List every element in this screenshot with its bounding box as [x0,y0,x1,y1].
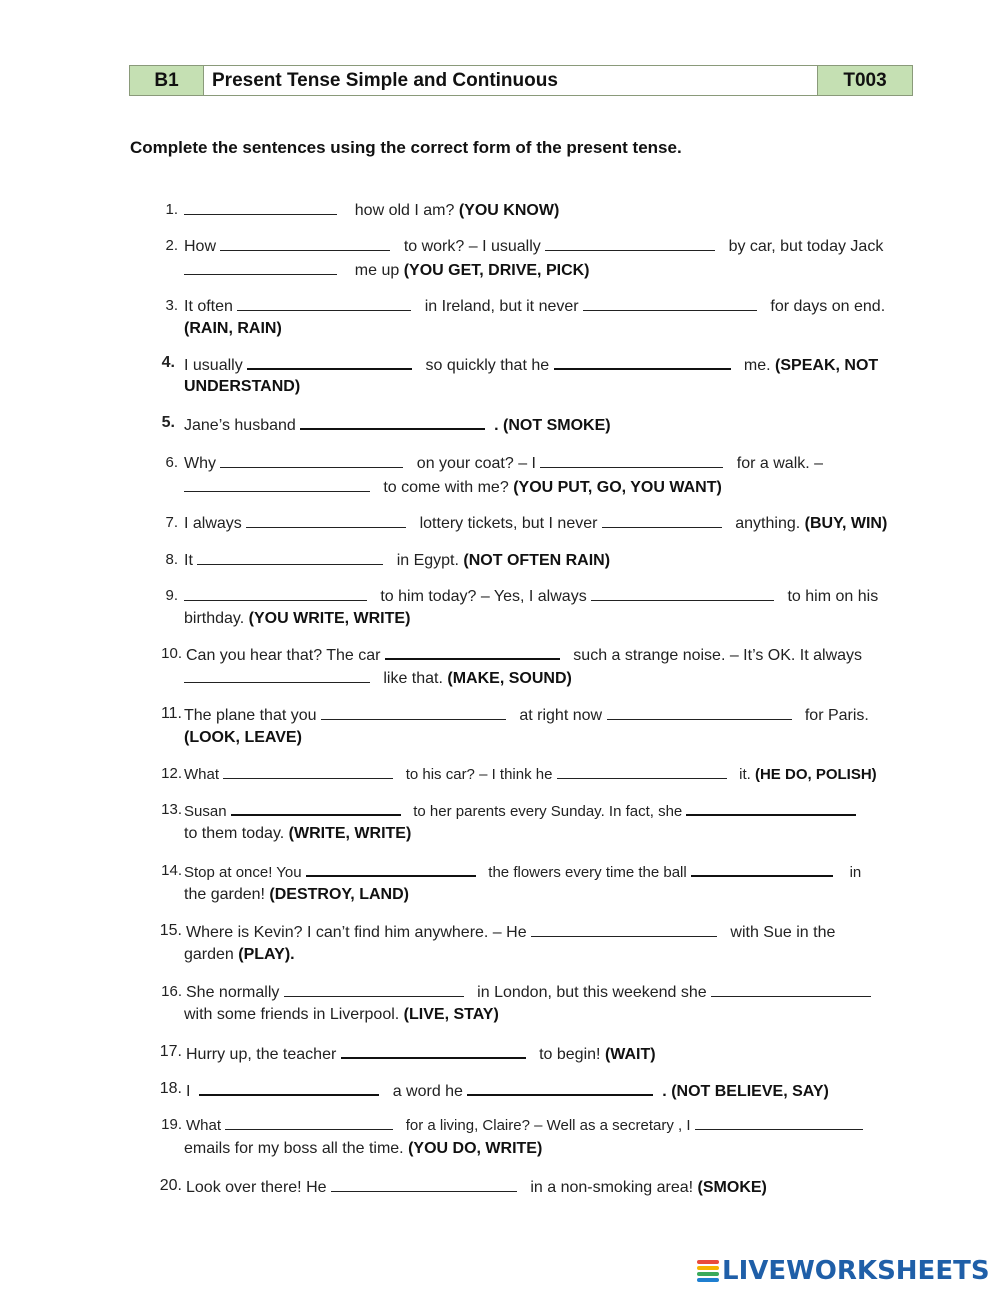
verb-hint: (LIVE, STAY) [403,1006,499,1023]
sentence-19 [186,1115,863,1134]
answer-blank[interactable] [691,861,833,877]
sentence-text: Stop at once! You [184,864,302,881]
sentence-text: Look over there! He [186,1179,327,1196]
answer-blank[interactable] [602,513,722,528]
sentence-8 [184,550,610,570]
answer-blank[interactable] [225,1115,393,1130]
verb-hint: (SPEAK, NOT [775,357,879,374]
verb-hint: (HE DO, POLISH) [754,766,877,783]
sentence-5 [184,414,611,435]
verb-hint: (BUY, WIN) [804,515,888,532]
answer-blank[interactable] [284,982,464,997]
answer-blank[interactable] [321,705,506,720]
verb-hint: (YOU DO, WRITE) [408,1140,543,1157]
item-number: 13. [161,801,182,818]
item-number: 17. [159,1043,182,1060]
sentence-11-cont [184,729,302,747]
sentence-3-cont [184,320,282,338]
sentence-12 [184,764,877,783]
sentence-19-cont [184,1140,542,1158]
answer-blank[interactable] [557,764,727,779]
verb-hint: (WRITE, WRITE) [288,825,412,842]
sentence-20 [186,1177,767,1197]
verb-hint: (YOU PUT, GO, YOU WANT) [513,479,722,496]
sentence-13-cont [184,825,411,843]
sentence-text: Hurry up, the teacher [186,1046,337,1063]
item-number: 10. [161,645,182,662]
sentence-6-cont [184,477,722,497]
sentence-9 [184,586,878,606]
verb-hint: (YOU WRITE, WRITE) [248,610,411,627]
verb-hint: . (NOT SMOKE) [494,417,611,434]
answer-blank[interactable] [223,764,393,779]
answer-blank[interactable] [306,861,476,877]
verb-hint: (YOU GET, DRIVE, PICK) [403,262,590,279]
sentence-text: the garden! [184,886,265,903]
sentence-text: me. [743,357,771,374]
sentence-text: in Ireland, but it never [424,298,579,315]
sentence-1 [184,200,559,220]
liveworksheets-logo[interactable] [697,1258,990,1284]
item-number: 2. [165,237,178,254]
sentence-text: with Sue in the [730,924,836,941]
sentence-2 [184,236,883,256]
answer-blank[interactable] [184,586,367,601]
sentence-text: Jane’s husband [184,417,296,434]
item-number: 14. [161,862,182,879]
instruction-text: Complete the sentences using the correct form of the present tense. [130,138,682,157]
sentence-text: anything. [735,515,801,532]
answer-blank[interactable] [467,1080,653,1096]
verb-hint: (DESTROY, LAND) [269,886,409,903]
item-number: 1. [165,201,178,218]
answer-blank[interactable] [184,200,337,215]
sentence-text: It [184,552,193,569]
sentence-text: how old I am? [354,202,455,219]
verb-hint: (RAIN, RAIN) [184,320,282,337]
verb-hint: (SMOKE) [697,1179,767,1196]
level-cell: B1 [130,66,204,95]
verb-hint: . (NOT BELIEVE, SAY) [662,1083,829,1100]
worksheet-header [129,65,913,96]
sentence-text: lottery tickets, but I never [419,515,598,532]
sentence-text: for a living, Claire? – Well as a secretary , I [405,1117,691,1134]
sentence-14 [184,861,861,881]
sentence-text: How [184,238,217,255]
sentence-text: to work? – I usually [403,238,541,255]
item-number: 15. [159,922,182,939]
sentence-11 [184,705,869,725]
answer-blank[interactable] [184,260,337,275]
sentence-text: a word he [392,1083,463,1100]
item-number: 5. [161,414,175,431]
sentence-text: to his car? – I think he [405,766,553,783]
item-number: 16. [161,983,182,1000]
item-number: 11. [160,705,182,722]
answer-blank[interactable] [545,236,715,251]
sentence-text: garden [184,946,234,963]
sentence-text: me up [354,262,400,279]
answer-blank[interactable] [184,477,370,492]
sentence-text: it. [739,766,751,783]
item-number: 18. [159,1080,182,1097]
answer-blank[interactable] [247,354,412,370]
verb-hint: (PLAY). [238,946,295,963]
answer-blank[interactable] [531,922,717,937]
answer-blank[interactable] [184,668,370,683]
answer-blank[interactable] [385,644,560,660]
sentence-text: The plane that you [184,707,317,724]
verb-hint: UNDERSTAND) [184,378,301,395]
sentence-text: It often [184,298,233,315]
item-number: 19. [161,1116,182,1133]
sentence-10-cont [184,668,572,688]
answer-blank[interactable] [583,296,757,311]
sentence-text: to him today? – Yes, I always [380,588,587,605]
sentence-17 [186,1043,656,1064]
sentence-text: to come with me? [383,479,509,496]
sentence-6 [184,453,823,473]
verb-hint: (NOT OFTEN RAIN) [463,552,611,569]
sentence-text: by car, but today Jack [728,238,884,255]
answer-blank[interactable] [554,354,731,370]
sentence-15 [186,922,835,942]
answer-blank[interactable] [695,1115,863,1130]
sentence-text: in Egypt. [396,552,459,569]
sentence-text: in London, but this weekend she [477,984,707,1001]
sentence-text: in [849,864,862,881]
sentence-text: for Paris. [804,707,869,724]
item-number: 6. [165,454,178,471]
answer-blank[interactable] [591,586,774,601]
worksheet-title: Present Tense Simple and Continuous [204,66,818,95]
answer-blank[interactable] [607,705,792,720]
sentence-text: for days on end. [770,298,886,315]
sentence-7 [184,513,887,533]
sentence-15-cont [184,946,295,964]
item-number: 20. [159,1177,182,1194]
sentence-2-cont [184,260,590,280]
answer-blank[interactable] [220,236,390,251]
sentence-13 [184,800,856,820]
sentence-text: with some friends in Liverpool. [184,1006,400,1023]
liveworksheets-logo-icon [697,1259,719,1283]
answer-blank[interactable] [199,1080,379,1096]
sentence-text: Why [184,455,216,472]
sentence-text: I always [184,515,242,532]
sentence-text: to begin! [539,1046,601,1063]
sentence-text: on your coat? – I [416,455,536,472]
sentence-text: I usually [184,357,243,374]
answer-blank[interactable] [341,1043,526,1059]
sentence-3 [184,296,885,316]
sentence-text: I [186,1083,191,1100]
sentence-text: She normally [186,984,280,1001]
answer-blank[interactable] [246,513,406,528]
answer-blank[interactable] [220,453,403,468]
sentence-16-cont [184,1006,499,1024]
sentence-text: Where is Kevin? I can’t find him anywhere. – He [186,924,527,941]
sentence-text: to her parents every Sunday. In fact, she [413,803,683,820]
sentence-18 [186,1080,829,1101]
verb-hint: (YOU KNOW) [458,202,560,219]
verb-hint: (WAIT) [604,1046,656,1063]
item-number: 12. [161,765,182,782]
item-number: 4. [161,354,175,371]
sentence-text: Can you hear that? The car [186,647,381,664]
sentence-4-cont [184,378,300,396]
sentence-text: for a walk. – [736,455,824,472]
answer-blank[interactable] [197,550,383,565]
item-number: 9. [165,587,178,604]
sentence-14-cont [184,886,409,904]
sentence-text: such a strange noise. – It’s OK. It always [573,647,863,664]
sentence-4 [184,354,878,375]
answer-blank[interactable] [231,800,401,816]
sentence-9-cont [184,610,410,628]
answer-blank[interactable] [711,982,871,997]
sentence-text: to them today. [184,825,285,842]
sentence-10 [186,644,862,665]
sentence-text: birthday. [184,610,245,627]
sentence-text: at right now [519,707,603,724]
sentence-text: so quickly that he [425,357,550,374]
sentence-text: What [184,766,220,783]
sentence-text: in a non-smoking area! [530,1179,694,1196]
sentence-text: to him on his [787,588,879,605]
verb-hint: (MAKE, SOUND) [447,670,572,687]
answer-blank[interactable] [540,453,723,468]
item-number: 3. [165,297,178,314]
sentence-16 [186,982,871,1002]
answer-blank[interactable] [686,800,856,816]
answer-blank[interactable] [331,1177,517,1192]
answer-blank[interactable] [237,296,411,311]
sentence-text: the flowers every time the ball [488,864,687,881]
item-number: 8. [165,551,178,568]
logo-text: LIVEWORKSHEETS [722,1256,990,1286]
sentence-text: like that. [383,670,443,687]
verb-hint: (LOOK, LEAVE) [184,729,302,746]
worksheet-code: T003 [818,66,912,95]
sentence-text: Susan [184,803,227,820]
sentence-text: What [186,1117,222,1134]
item-number: 7. [165,514,178,531]
answer-blank[interactable] [300,414,485,430]
sentence-text: emails for my boss all the time. [184,1140,404,1157]
